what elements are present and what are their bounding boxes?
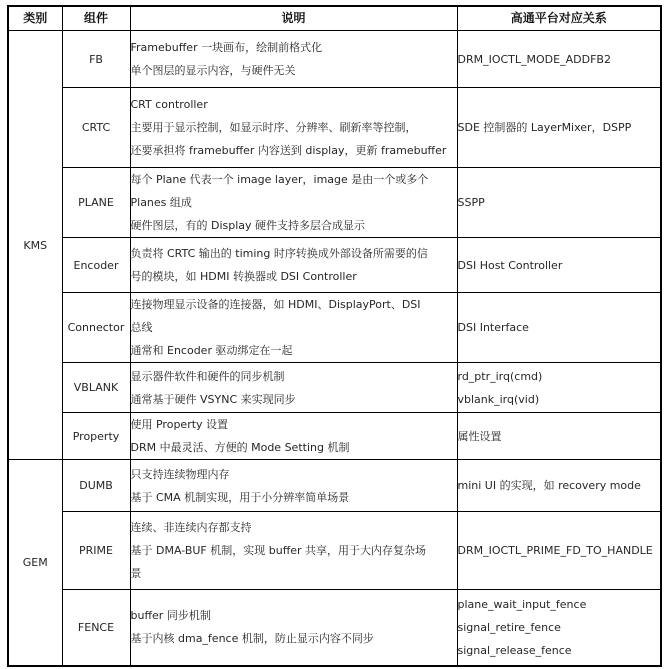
description-line: Planes 组成 [130,196,192,209]
component-label: Connector [67,321,125,334]
component-label: VBLANK [73,381,119,394]
description-cell [130,413,457,460]
description-line: 连续、非连续内存都支持 [130,521,252,534]
platform-line: signal_release_fence [457,643,572,657]
description-line: 总线 [130,321,153,334]
platform-cell [457,590,661,666]
component-cell [62,168,130,238]
description-cell [130,168,457,238]
platform-line: DSI Interface [457,321,529,334]
description-cell [130,88,457,168]
platform-line: plane_wait_input_fence [457,597,587,611]
table-row [8,460,661,512]
description-line: Framebuffer 一块画布，绘制前格式化 [130,41,323,54]
table-row [8,238,661,293]
description-line: 连接物理显示设备的连接器，如 HDMI、DisplayPort、DSI [130,298,421,311]
platform-cell [457,238,661,293]
platform-cell [457,293,661,363]
table-row [8,363,661,413]
platform-line: DSI Host Controller [457,258,563,272]
platform-cell [457,460,661,512]
component-cell [62,590,130,666]
drm-concepts-table [7,5,662,667]
description-line: 只支持连续物理内存 [130,467,230,481]
platform-line: signal_retire_fence [457,620,561,634]
description-line: 显示器件软件和硬件的同步机制 [130,369,285,383]
component-label: Encoder [73,258,119,272]
header-component: 组件 [62,6,130,31]
component-cell [62,363,130,413]
category-label: KMS [23,238,48,252]
table-row [8,168,661,238]
component-label: Property [72,429,120,443]
platform-line: DRM_IOCTL_MODE_ADDFB2 [457,52,611,66]
header-platform: 高通平台对应关系 [457,6,661,31]
category-label: GEM [22,555,48,569]
header-description: 说明 [130,6,457,31]
component-label: FB [89,52,103,66]
description-line: 通常和 Encoder 驱动绑定在一起 [130,344,293,357]
description-line: 还要承担将 framebuffer 内容送到 display，更新 framebuffer [130,144,447,157]
description-line: CRT controller [130,98,208,111]
header-row [8,6,661,31]
table-row [8,31,661,88]
description-line: 使用 Property 设置 [130,418,229,431]
platform-cell [457,31,661,88]
component-cell [62,31,130,88]
table-row [8,512,661,590]
description-line: 基于内核 dma_fence 机制，防止显示内容不同步 [130,632,374,646]
description-line: 号的模块，如 HDMI 转换器或 DSI Controller [130,270,357,283]
description-line: 每个 Plane 代表一个 image layer，image 是由一个或多个 [130,173,429,186]
platform-line: 属性设置 [457,429,502,443]
component-cell [62,460,130,512]
description-cell [130,238,457,293]
platform-line: DRM_IOCTL_PRIME_FD_TO_HANDLE [457,544,653,557]
description-line: 景 [130,567,142,580]
description-line: 主要用于显示控制，如显示时序、分辨率、刷新率等控制， [130,121,417,134]
description-cell [130,363,457,413]
component-label: PLANE [78,196,114,209]
component-cell [62,88,130,168]
description-line: 基于 CMA 机制实现，用于小分辨率简单场景 [130,490,350,504]
header-category: 类别 [8,6,62,31]
table-body [8,31,661,666]
platform-cell [457,363,661,413]
description-cell [130,293,457,363]
platform-line: SSPP [457,196,485,209]
table-row [8,293,661,363]
description-line: 基于 DMA-BUF 机制，实现 buffer 共享，用于大内存复杂场 [130,544,427,557]
platform-line: mini UI 的实现，如 recovery mode [457,479,641,492]
component-label: CRTC [81,121,111,134]
description-cell [130,590,457,666]
platform-line: rd_ptr_irq(cmd) [457,369,543,383]
component-cell [62,512,130,590]
description-line: 通常基于硬件 VSYNC 来实现同步 [130,392,296,406]
component-cell [62,413,130,460]
description-cell [130,512,457,590]
platform-cell [457,88,661,168]
platform-line: SDE 控制器的 LayerMixer，DSPP [457,121,632,134]
description-line: buffer 同步机制 [130,609,211,623]
table-row [8,88,661,168]
component-label: FENCE [77,620,115,634]
platform-cell [457,168,661,238]
component-label: DUMB [79,479,113,492]
table-row [8,590,661,666]
platform-cell [457,413,661,460]
component-cell [62,293,130,363]
platform-cell [457,512,661,590]
component-cell [62,238,130,293]
component-label: PRIME [79,544,113,557]
table-row [8,413,661,460]
description-cell [130,460,457,512]
description-line: 硬件图层，有的 Display 硬件支持多层合成显示 [130,219,366,232]
platform-line: vblank_irq(vid) [457,392,540,406]
description-line: DRM 中最灵活、方便的 Mode Setting 机制 [130,441,350,454]
description-line: 负责将 CRTC 输出的 timing 时序转换成外部设备所需要的信 [130,247,428,260]
description-line: 单个图层的显示内容，与硬件无关 [130,64,296,77]
category-cell-gem [8,460,62,666]
description-cell [130,31,457,88]
category-cell-kms [8,31,62,460]
